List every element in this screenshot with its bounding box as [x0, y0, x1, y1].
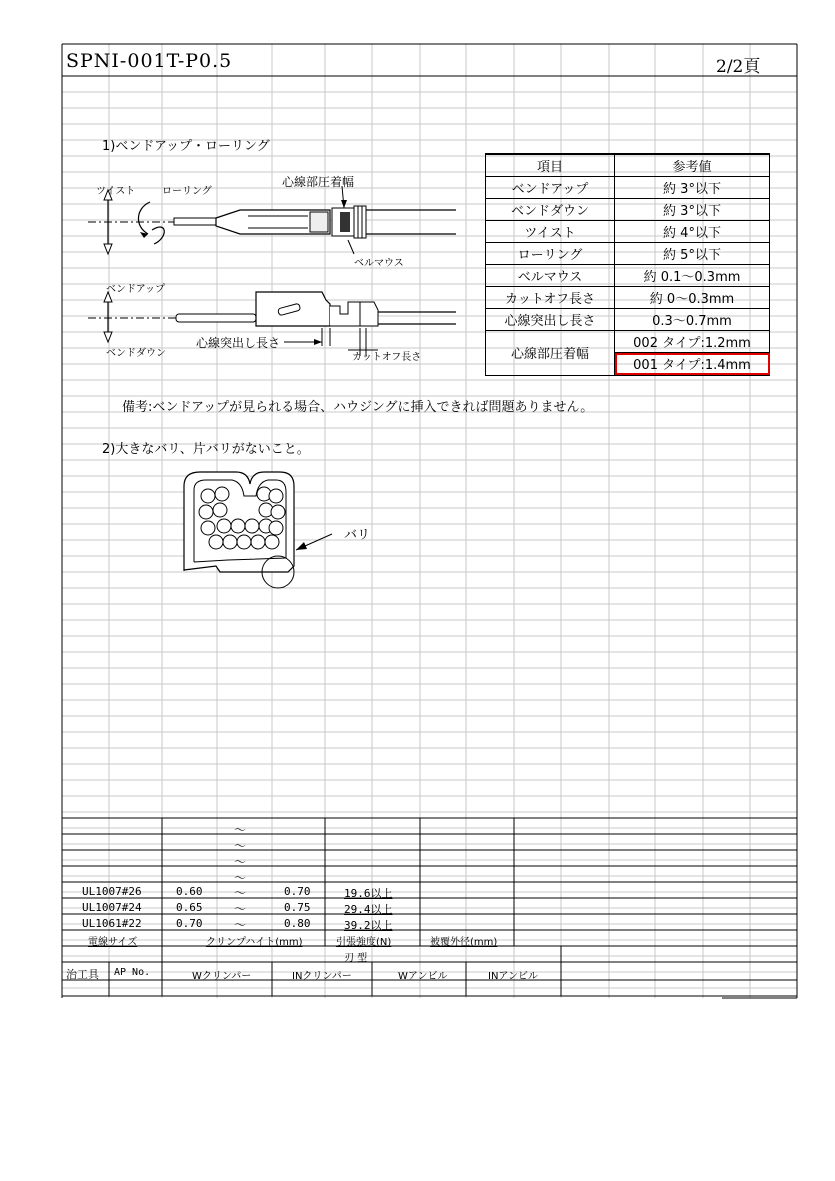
row-value: 約 3°以下 — [615, 177, 770, 199]
head-wire-size: 電線サイズ — [88, 937, 138, 948]
row-value: 約 0〜0.3mm — [615, 287, 770, 309]
wire-size-1: UL1007#26 — [82, 885, 142, 898]
table-row — [486, 221, 770, 243]
row-value: 約 3°以下 — [615, 199, 770, 221]
table-row — [486, 199, 770, 221]
row-value: 約 0.1〜0.3mm — [615, 265, 770, 287]
label-burr: バリ — [344, 528, 371, 543]
label-twist: ツイスト — [96, 186, 136, 197]
document-id: SPNI-001T-P0.5 — [66, 50, 233, 72]
col-item-header: 項目 — [486, 154, 615, 177]
crimp-max-3: 0.80 — [284, 917, 311, 930]
crimp-min-2: 0.65 — [176, 901, 203, 914]
label-benddown: ベンドダウン — [106, 348, 166, 359]
crimp-min-1: 0.60 — [176, 885, 203, 898]
label-bendup: ベンドアップ — [106, 284, 165, 295]
row-item-crimp-width: 心線部圧着幅 — [486, 331, 615, 376]
terminal-top-view-drawing — [78, 172, 468, 282]
crimp-max-2: 0.75 — [284, 901, 311, 914]
row-value-001-highlighted: 001 タイプ:1.4mm — [615, 353, 770, 376]
label-bellmouth: ベルマウス — [354, 258, 404, 269]
row-value: 約 4°以下 — [615, 221, 770, 243]
label-rolling: ローリング — [162, 186, 212, 197]
row-item: ローリング — [486, 243, 615, 265]
section1-heading: 1)ベンドアップ・ローリング — [102, 139, 270, 154]
spec-table — [485, 153, 770, 376]
head-in-anvil: INアンビル — [488, 971, 539, 982]
row-value: 0.3〜0.7mm — [615, 309, 770, 331]
burr-cross-section-drawing — [176, 466, 346, 596]
row-item: ベルマウス — [486, 265, 615, 287]
label-core-protrusion: 心線突出し長さ — [196, 336, 281, 350]
row-value-002: 002 タイプ:1.2mm — [615, 331, 770, 353]
tensile-2: 29.4以上 — [344, 903, 393, 916]
tilde-row-1: 〜 — [234, 823, 247, 837]
label-cutoff: カットオフ長さ — [352, 352, 422, 363]
tilde-row-3: 〜 — [234, 855, 247, 869]
remark-note: 備考:ベンドアップが見られる場合、ハウジングに挿入できれば問題ありません。 — [122, 400, 594, 415]
row-item: カットオフ長さ — [486, 287, 615, 309]
head-ap-no: AP No. — [114, 967, 151, 978]
crimp-max-1: 0.70 — [284, 885, 311, 898]
head-crimp-height: クリンプハイト(mm) — [206, 937, 303, 948]
row-value: 約 5°以下 — [615, 243, 770, 265]
row-item: ベンドアップ — [486, 177, 615, 199]
label-core-crimp-width: 心線部圧着幅 — [282, 175, 355, 189]
head-blade: 刃 型 — [344, 953, 368, 964]
tilde-row-2: 〜 — [234, 839, 247, 853]
tilde-2: 〜 — [234, 902, 247, 916]
spec-table-header — [486, 154, 770, 177]
tilde-3: 〜 — [234, 918, 247, 932]
head-w-crimper: Wクリンパー — [192, 971, 252, 982]
head-w-anvil: Wアンビル — [398, 971, 448, 982]
table-row — [486, 287, 770, 309]
page-number: 2/2頁 — [716, 57, 761, 77]
section2-heading: 2)大きなバリ、片バリがないこと。 — [102, 442, 310, 457]
head-jig: 治工具 — [66, 968, 99, 981]
wire-size-3: UL1061#22 — [82, 917, 142, 930]
table-row — [486, 177, 770, 199]
table-row — [486, 265, 770, 287]
head-tensile: 引張強度(N) — [336, 937, 392, 948]
tensile-3: 39.2以上 — [344, 919, 393, 932]
table-row — [486, 331, 770, 353]
head-in-crimper: INクリンパー — [292, 971, 352, 982]
head-outer-dia: 被覆外径(mm) — [430, 937, 498, 948]
row-item: ベンドダウン — [486, 199, 615, 221]
col-ref-header: 参考値 — [615, 154, 770, 177]
row-item: 心線突出し長さ — [486, 309, 615, 331]
crimp-min-3: 0.70 — [176, 917, 203, 930]
tilde-1: 〜 — [234, 886, 247, 900]
tensile-1: 19.6以上 — [344, 887, 393, 900]
wire-size-2: UL1007#24 — [82, 901, 142, 914]
table-row — [486, 243, 770, 265]
table-row — [486, 309, 770, 331]
row-item: ツイスト — [486, 221, 615, 243]
tilde-row-4: 〜 — [234, 871, 247, 885]
